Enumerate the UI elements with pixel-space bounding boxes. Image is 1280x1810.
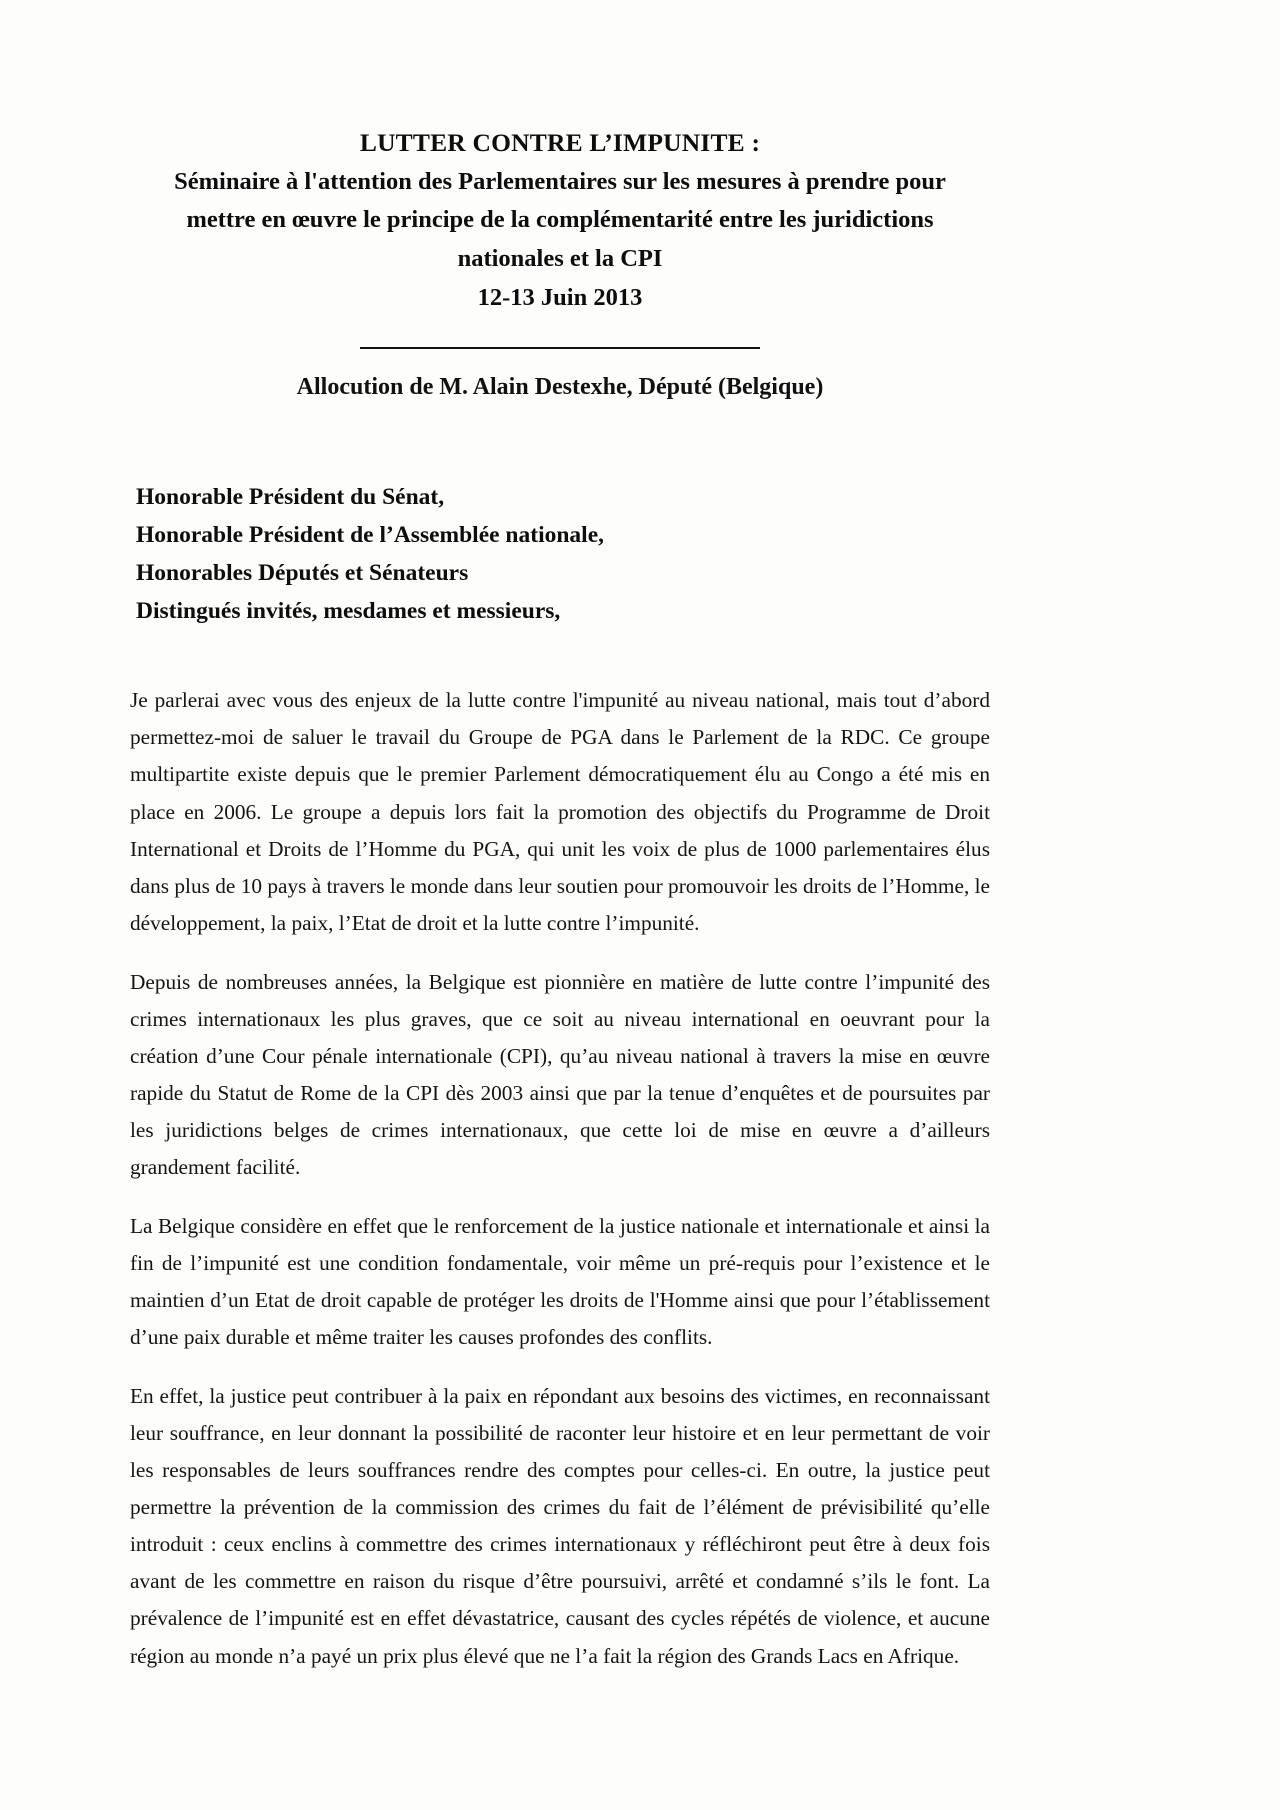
document-title-line-3: mettre en œuvre le principe de la complémentarité entre les juridictions [186,206,934,234]
body-paragraph: Depuis de nombreuses années, la Belgique est pionnière en matière de lutte contre l’impunité des crimes internationaux les plus graves, que ce soit au niveau international en oeuvrant pour la création d’une Cour pénale internationale (CPI), qu’au niveau national à travers la mise en œuvre rapide du Statut de Rome de la CPI dès 2003 ainsi que par la tenue d’enquêtes et de poursuites par les juridictions belges de crimes internationaux, que cette loi de mise en œuvre a d’ailleurs grandement facilité. [130,969,990,1179]
title-separator [130,339,990,357]
body-copy [130,682,990,1674]
horizontal-rule [360,347,760,349]
body-paragraph: La Belgique considère en effet que le renforcement de la justice nationale et internationale et ainsi la fin de l’impunité est une condition fondamentale, voir même un pré-requis pour l’existence et le maintien d’un Etat de droit capable de protéger les droits de l'Homme ainsi que pour l’établissement d’une paix durable et même traiter les causes profondes des conflits. [130,1214,990,1350]
body-paragraph: Je parlerai avec vous des enjeux de la lutte contre l'impunité au niveau national, mais tout d’abord permettez-moi de saluer le travail du Groupe de PGA dans le Parlement de la RDC. Ce groupe multipartite existe depuis que le premier Parlement démocratiquement élu au Congo a été mis en place en 2006. Le groupe a depuis lors fait la promotion des objectifs du Programme de Droit International et Droits de l’Homme du PGA, qui unit les voix de plus de 1000 parlementaires élus dans plus de 10 pays à travers le monde dans leur soutien pour promouvoir les droits de l’Homme, le développement, la paix, l’Etat de droit et la lutte contre l’impunité. [130,688,990,935]
title-block [130,126,990,317]
salutation-block [136,478,990,630]
document-title-line-2: Séminaire à l'attention des Parlementaires sur les mesures à prendre pour [174,168,946,196]
body-paragraph: En effet, la justice peut contribuer à la paix en répondant aux besoins des victimes, en reconnaissant leur souffrance, en leur donnant la possibilité de raconter leur histoire et en leur permettant de voir les responsables de leurs souffrances rendre des comptes pour celles-ci. En outre, la justice peut permettre la prévention de la commission des crimes du fait de l’élément de prévisibilité qu’elle introduit : ceux enclins à commettre des crimes internationaux y réfléchiront peut être à deux fois avant de les commettre en raison du risque d’être poursuivi, arrêté et condamné s’ils le font. La prévalence de l’impunité est en effet dévastatrice, causant des cycles répétés de violence, et aucune région au monde n’a payé un prix plus élevé que ne l’a fait la région des Grands Lacs en Afrique. [130,1384,990,1668]
document-title-line-4: nationales et la CPI [457,244,663,272]
document-date: 12-13 Juin 2013 [477,283,643,311]
salutation-line-1: Honorable Président du Sénat, [136,484,445,511]
salutation-line-2: Honorable Président de l’Assemblée nationale, [136,522,605,549]
page-content [130,126,990,1675]
speaker-line: Allocution de M. Alain Destexhe, Député (Belgique) [296,373,824,400]
salutation-line-3: Honorables Députés et Sénateurs [136,560,469,587]
salutation-line-4: Distingués invités, mesdames et messieurs, [136,598,561,625]
document-title-line-1: LUTTER CONTRE L’IMPUNITE : [359,128,761,157]
